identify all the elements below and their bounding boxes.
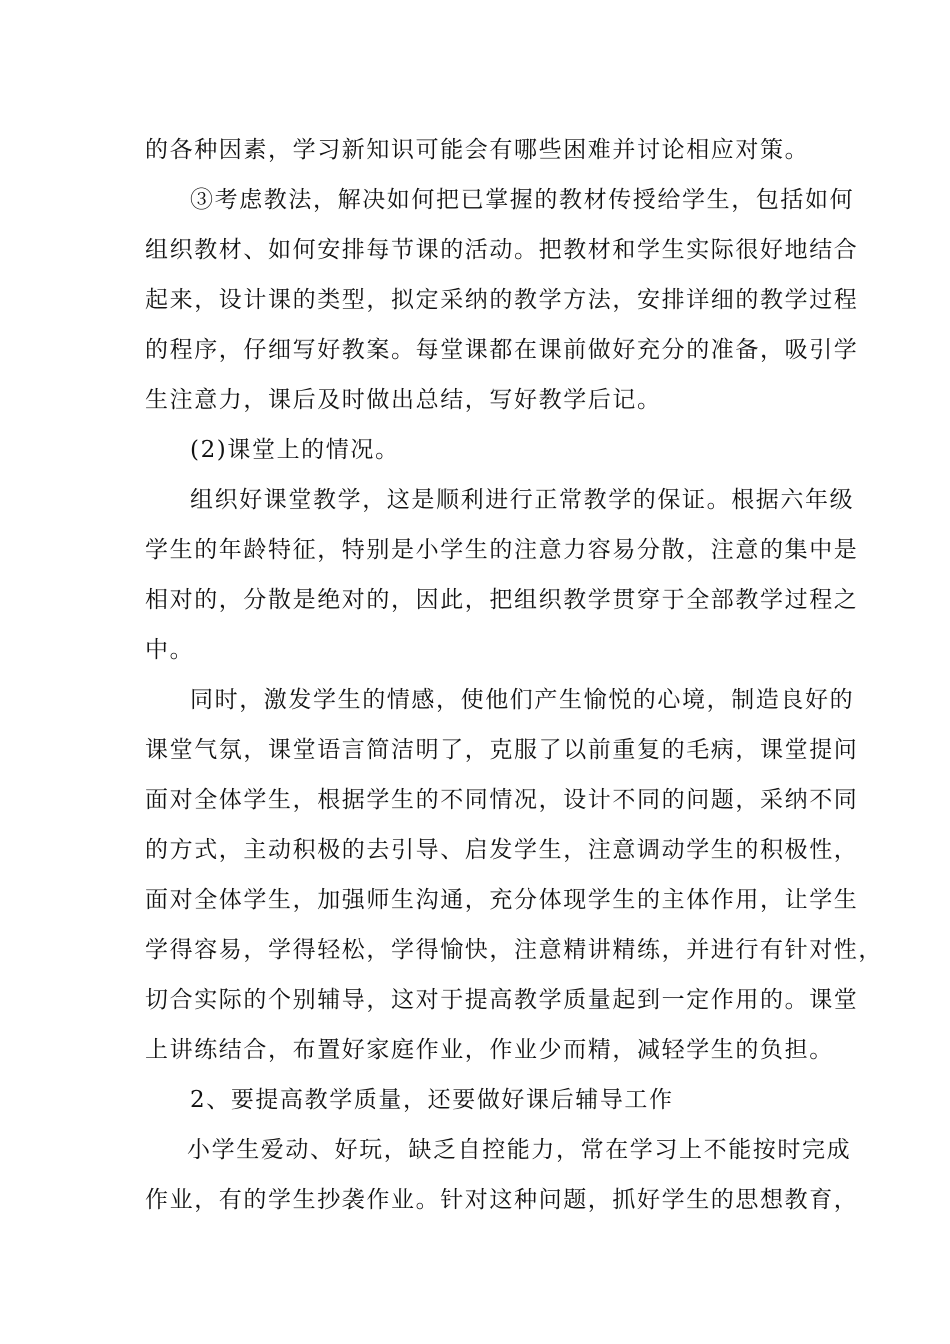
text-line: 的各种因素，学习新知识可能会有哪些困难并讨论相应对策。	[145, 137, 810, 163]
text-line: 作业，有的学生抄袭作业。针对这种问题，抓好学生的思想教育，	[145, 1187, 859, 1213]
section-heading: (2)课堂上的情况。	[190, 437, 400, 463]
text-line: 课堂气氛，课堂语言简洁明了，克服了以前重复的毛病，课堂提问	[145, 737, 859, 763]
text-line: 组织好课堂教学，这是顺利进行正常教学的保证。根据六年级	[190, 487, 855, 513]
section-heading: 2、要提高教学质量，还要做好课后辅导工作	[190, 1087, 674, 1113]
text-line: 学得容易，学得轻松，学得愉快，注意精讲精练，并进行有针对性，	[145, 937, 883, 963]
text-line: 的方式，主动积极的去引导、启发学生，注意调动学生的积极性，	[145, 837, 859, 863]
text-line: 上讲练结合，布置好家庭作业，作业少而精，减轻学生的负担。	[145, 1037, 834, 1063]
text-line: 相对的，分散是绝对的，因此，把组织教学贯穿于全部教学过程之	[145, 587, 859, 613]
text-line: 学生的年龄特征，特别是小学生的注意力容易分散，注意的集中是	[145, 537, 859, 563]
text-line: 小学生爱动、好玩，缺乏自控能力，常在学习上不能按时完成	[187, 1137, 852, 1163]
text-line: ③考虑教法，解决如何把已掌握的教材传授给学生，包括如何	[190, 187, 855, 213]
text-line: 的程序，仔细写好教案。每堂课都在课前做好充分的准备，吸引学	[145, 337, 859, 363]
text-line: 面对全体学生，加强师生沟通，充分体现学生的主体作用，让学生	[145, 887, 859, 913]
text-line: 面对全体学生，根据学生的不同情况，设计不同的问题，采纳不同	[145, 787, 859, 813]
text-line: 生注意力，课后及时做出总结，写好教学后记。	[145, 387, 662, 413]
text-line: 中。	[145, 637, 195, 663]
text-line: 起来，设计课的类型，拟定采纳的教学方法，安排详细的教学过程	[145, 287, 859, 313]
text-line: 同时，激发学生的情感，使他们产生愉悦的心境，制造良好的	[190, 687, 855, 713]
text-line: 组织教材、如何安排每节课的活动。把教材和学生实际很好地结合	[145, 237, 859, 263]
text-line: 切合实际的个别辅导，这对于提高教学质量起到一定作用的。课堂	[145, 987, 859, 1013]
